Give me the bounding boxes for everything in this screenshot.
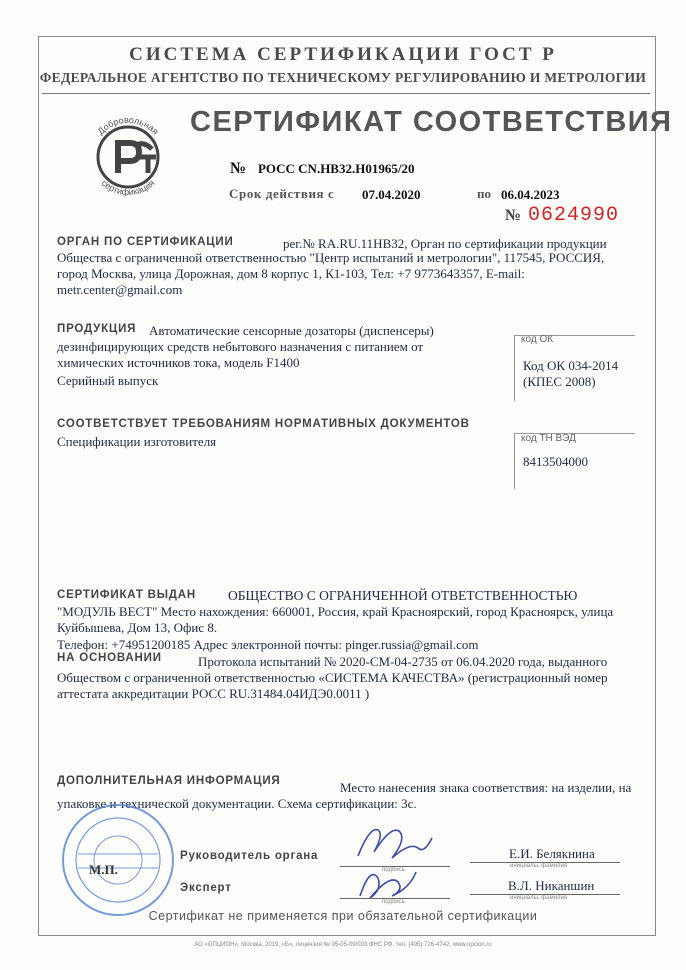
certification-body-text: Общества с ограниченной ответственностью "Центр испытаний и метрологии", 117545, РОССИЯ, город Москва, улица Дорожная, дом 8 корпус 1, К1-103, Тел: +7 9773643357, E-mail: metr.center@gmail.com bbox=[57, 250, 605, 297]
expert-signature-icon bbox=[352, 860, 422, 905]
basis-label: НА ОСНОВАНИИ bbox=[57, 652, 162, 664]
product-first-line: Автоматические сенсорные дозаторы (диспенсеры) bbox=[149, 323, 434, 338]
header-divider bbox=[42, 93, 650, 94]
basis-first-line: Протокола испытаний № 2020-СМ-04-2735 от 06.04.2020 года, выданного bbox=[198, 654, 608, 669]
system-header: СИСТЕМА СЕРТИФИКАЦИИ ГОСТ Р bbox=[129, 44, 557, 65]
validity-to: 06.04.2023 bbox=[501, 187, 560, 202]
organization-stamp-icon bbox=[58, 800, 178, 920]
certificate-number: РОСС CN.НВ32.Н01965/20 bbox=[258, 161, 415, 176]
svg-text:сертификация bbox=[100, 178, 157, 198]
okpd-code-caption: код ОК bbox=[521, 334, 554, 345]
product-text: дезинфицирующих средств небытового назначения с питанием от химических источников тока, модель F1400 bbox=[57, 339, 424, 370]
basis-text: Обществом с ограниченной ответственностью «СИСТЕМА КАЧЕСТВА» (регистрационный номер аттестата аккредитации РОСС RU.31484.04ИДЭ0.0011 ) bbox=[57, 670, 608, 701]
okpd-code-value: Код ОК 034-2014 (КПЕС 2008) bbox=[523, 358, 619, 389]
head-name: Е.И. Белякнина bbox=[509, 846, 595, 861]
expert-signature-caption: подпись bbox=[382, 899, 405, 905]
serial-sign: № bbox=[505, 207, 522, 224]
conformity-text: Спецификации изготовителя bbox=[57, 434, 217, 449]
issued-to-first-line: ОБЩЕСТВО С ОГРАНИЧЕННОЙ ОТВЕТСТВЕННОСТЬЮ bbox=[228, 588, 578, 603]
stamp-place-label: М.П. bbox=[89, 862, 118, 877]
rst-logo-icon bbox=[78, 107, 178, 207]
certification-body-label: ОРГАН ПО СЕРТИФИКАЦИИ bbox=[57, 236, 234, 248]
additional-info-second-line: упаковке и технической документации. Схема сертификации: 3с. bbox=[57, 796, 417, 811]
footer-note: Сертификат не применяется при обязательной сертификации bbox=[148, 909, 538, 923]
head-of-body-label: Руководитель органа bbox=[180, 850, 319, 862]
expert-name-caption: инициалы, фамилия bbox=[510, 895, 568, 901]
okpd-code-box bbox=[514, 335, 635, 401]
head-name-caption: инициалы, фамилия bbox=[510, 863, 568, 869]
product-label: ПРОДУКЦИЯ bbox=[57, 323, 137, 335]
validity-label: Срок действия с bbox=[229, 186, 335, 201]
expert-name: В.Л. Никаншин bbox=[508, 878, 595, 893]
serial-number: 0624990 bbox=[528, 204, 620, 227]
number-sign: № bbox=[230, 160, 247, 177]
validity-to-label: по bbox=[477, 186, 491, 201]
tnved-code-box bbox=[514, 433, 635, 489]
product-serial-line: Серийный выпуск bbox=[57, 373, 159, 388]
agency-header: ФЕДЕРАЛЬНОЕ АГЕНТСТВО ПО ТЕХНИЧЕСКОМУ РЕГУЛИРОВАНИЮ И МЕТРОЛОГИИ bbox=[39, 70, 647, 85]
additional-info-first-line: Место нанесения знака соответствия: на изделии, на bbox=[340, 780, 632, 795]
issued-to-text: "МОДУЛЬ ВЕСТ" Место нахождения: 660001, Россия, край Красноярский, город Красноярск, улица Куйбышева, Дом 13, Офис 8. bbox=[57, 604, 614, 635]
issued-to-contacts: Телефон: +74951200185 Адрес электронной почты: pinger.russia@gmail.com bbox=[57, 637, 479, 652]
logo-bottom-text: сертификация bbox=[99, 177, 157, 198]
tnved-code-caption: код ТН ВЭД bbox=[521, 433, 576, 444]
additional-info-label: ДОПОЛНИТЕЛЬНАЯ ИНФОРМАЦИЯ bbox=[57, 775, 281, 787]
certification-body-first-line: рег.№ RA.RU.11НВ32, Орган по сертификации продукции bbox=[283, 236, 607, 251]
head-signature-caption: подпись bbox=[382, 867, 405, 873]
logo-top-text: Добровольная bbox=[95, 114, 161, 137]
conformity-label: СООТВЕТСТВУЕТ ТРЕБОВАНИЯМ НОРМАТИВНЫХ ДОКУМЕНТОВ bbox=[57, 418, 470, 430]
expert-label: Эксперт bbox=[180, 882, 232, 894]
printer-info: АО «ОПЦИОН», Москва, 2019, «Б», лицензия № 05-05-09/003 ФНС РФ, тел. (495) 726-4742, www.opcion.ru bbox=[194, 942, 492, 948]
document-title: СЕРТИФИКАТ СООТВЕТСТВИЯ bbox=[190, 106, 673, 138]
validity-from: 07.04.2020 bbox=[362, 187, 421, 202]
issued-to-label: СЕРТИФИКАТ ВЫДАН bbox=[57, 589, 197, 601]
tnved-code-value: 8413504000 bbox=[523, 454, 588, 469]
